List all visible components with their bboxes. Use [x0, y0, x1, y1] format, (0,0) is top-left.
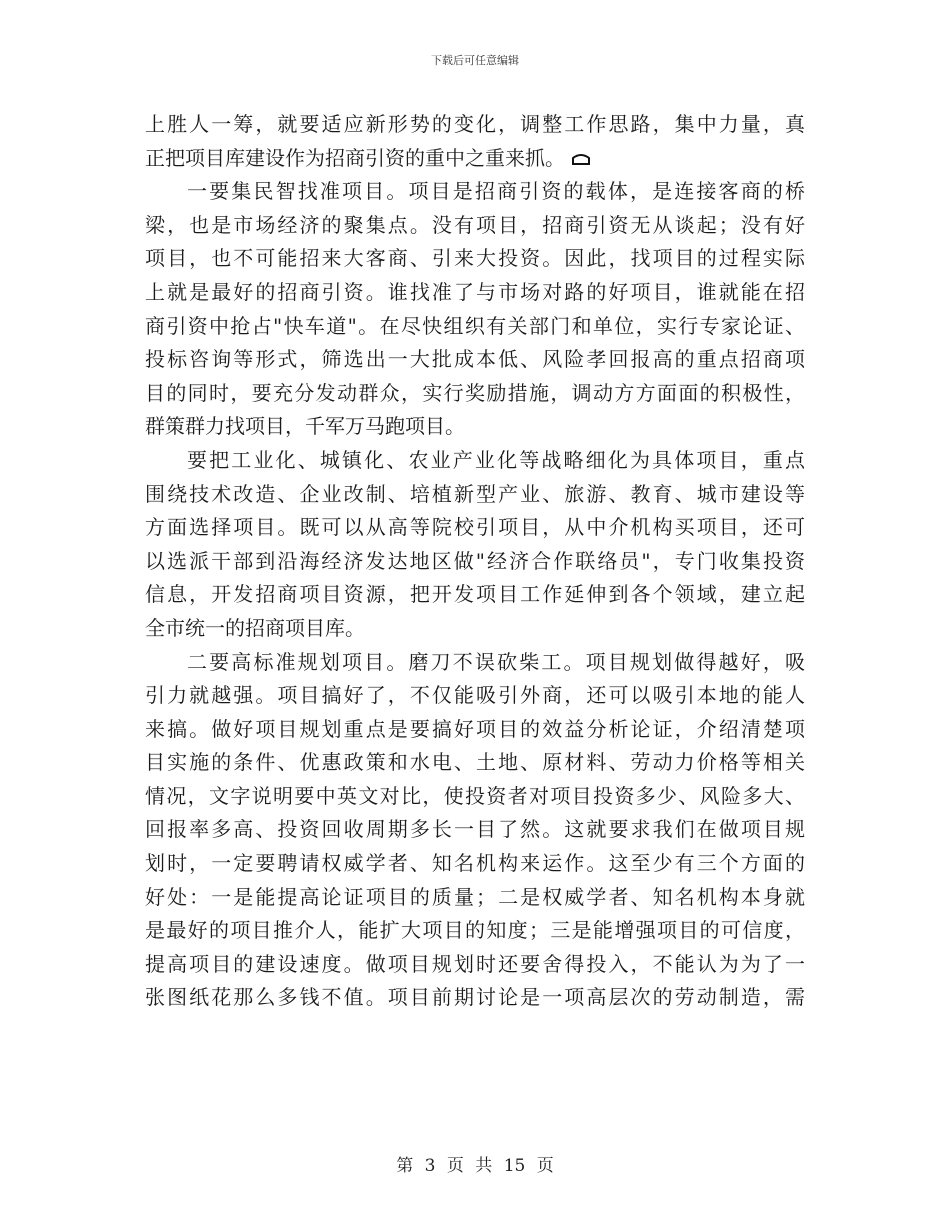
page-number: 第 3 页 共 15 页	[396, 1156, 554, 1176]
text-line: 群策群力找项目，千军万马跑项目。	[145, 414, 465, 439]
text-line: 梁，也是市场经济的聚集点。没有项目，招商引资无从谈起；没有好	[145, 212, 805, 237]
text-line: 好处：一是能提高论证项目的质量；二是权威学者、知名机构本身就	[145, 884, 805, 909]
text-line: 上胜人一筹，就要适应新形势的变化，调整工作思路，集中力量，真	[145, 112, 805, 136]
text-line: 围绕技术改造、企业改制、培植新型产业、旅游、教育、城市建设等	[145, 481, 805, 506]
text-line: 商引资中抢占"快车道"。在尽快组织有关部门和单位，实行专家论证、	[145, 313, 805, 338]
text-line	[145, 142, 805, 176]
page-header: 下载后可任意编辑	[431, 54, 519, 67]
text-line: 是最好的项目推介人，能扩大项目的知度；三是能增强项目的可信度，	[145, 918, 805, 943]
text-line: 提高项目的建设速度。做项目规划时还要舍得投入，不能认为为了一	[145, 951, 805, 976]
text-line: 来搞。做好项目规划重点是要搞好项目的效益分析论证，介绍清楚项	[145, 716, 805, 741]
text-line: 划时，一定要聘请权威学者、知名机构来运作。这至少有三个方面的	[145, 851, 805, 876]
text-line: 情况，文字说明要中英文对比，使投资者对项目投资多少、风险多大、	[145, 783, 805, 808]
document-body	[145, 108, 805, 1015]
paragraph-first-line: 一要集民智找准项目。项目是招商引资的载体，是连接客商的桥	[187, 179, 805, 204]
text-line: 方面选择项目。既可以从高等院校引项目，从中介机构买项目，还可	[145, 515, 805, 540]
text-line: 目的同时，要充分发动群众，实行奖励措施，调动方方面面的积极性，	[145, 380, 805, 405]
text-line: 上就是最好的招商引资。谁找准了与市场对路的好项目，谁就能在招	[145, 279, 805, 304]
text-line-content: 正把项目库建设作为招商引资的重中之重来抓。	[145, 145, 565, 170]
editor-mark-icon	[571, 153, 591, 165]
text-line: 投标咨询等形式，筛选出一大批成本低、风险孝回报高的重点招商项	[145, 347, 805, 372]
text-line: 全市统一的招商项目库。	[145, 615, 365, 640]
text-line: 信息，开发招商项目资源，把开发项目工作延伸到各个领域，建立起	[145, 582, 805, 607]
text-line: 以选派干部到沿海经济发达地区做"经济合作联络员"，专门收集投资	[145, 548, 805, 573]
paragraph-first-line: 二要高标准规划项目。磨刀不误砍柴工。项目规划做得越好，吸	[187, 649, 805, 674]
text-line: 项目，也不可能招来大客商、引来大投资。因此，找项目的过程实际	[145, 246, 805, 271]
text-line: 引力就越强。项目搞好了，不仅能吸引外商，还可以吸引本地的能人	[145, 683, 805, 708]
text-line: 张图纸花那么多钱不值。项目前期讨论是一项高层次的劳动制造，需	[145, 985, 805, 1010]
paragraph-first-line: 要把工业化、城镇化、农业产业化等战略细化为具体项目，重点	[187, 447, 805, 472]
text-line: 回报率多高、投资回收周期多长一目了然。这就要求我们在做项目规	[145, 817, 805, 842]
text-line: 目实施的条件、优惠政策和水电、土地、原材料、劳动力价格等相关	[145, 750, 805, 775]
